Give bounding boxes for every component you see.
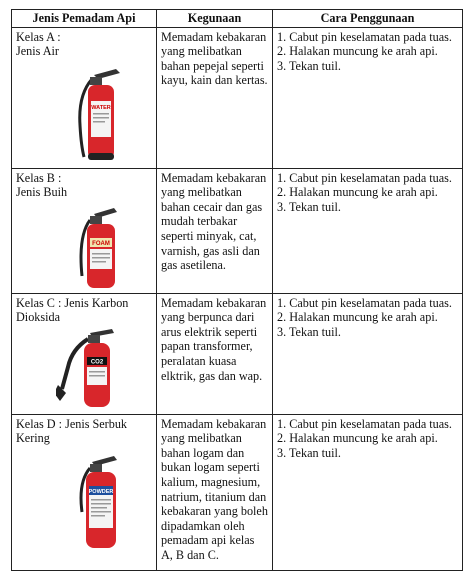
class-type: Kering — [16, 431, 50, 446]
extinguisher-table — [11, 9, 463, 571]
water-extinguisher-image — [70, 65, 132, 163]
usage-cell: Memadam kebakaran yang melibatkan bahan cecair dan gas mudah terbakar seperti minyak, cat, varnish, gas asli dan gas asetilena. — [157, 168, 273, 293]
step-2: 2. Halakan muncung ke arah api. — [277, 185, 438, 200]
step-2: 2. Halakan muncung ke arah api. — [277, 431, 438, 446]
header-row — [12, 10, 463, 28]
class-label: Kelas D : Jenis Serbuk — [16, 416, 128, 431]
step-3: 3. Tekan tuil. — [277, 324, 341, 339]
step-3: 3. Tekan tuil. — [277, 58, 341, 73]
step-2: 2. Halakan muncung ke arah api. — [277, 44, 438, 59]
steps-cell — [273, 168, 463, 293]
type-cell — [12, 414, 157, 570]
class-label: Kelas B : — [16, 170, 62, 185]
header-type: Jenis Pemadam Api — [12, 10, 157, 28]
class-type: Jenis Air — [16, 44, 59, 59]
class-label: Kelas A : — [16, 29, 61, 44]
foam-extinguisher-image — [70, 206, 132, 290]
usage-cell: Memadam kebakaran yang melibatkan bahan pepejal seperti kayu, kain dan kertas. — [157, 27, 273, 168]
table-row — [12, 27, 463, 168]
steps-cell — [273, 414, 463, 570]
type-cell — [12, 27, 157, 168]
step-1: 1. Cabut pin keselamatan pada tuas. — [277, 29, 452, 44]
powder-extinguisher-image — [70, 454, 132, 550]
extinguisher-label-text: WATER — [91, 104, 111, 111]
class-type: Dioksida — [16, 310, 61, 325]
usage-cell: Memadam kebakaran yang melibatkan bahan logam dan bukan logam seperti kalium, magnesium, natrium, titanium dan kebakaran yang boleh dipadamkan oleh pemadam api kelas A, B dan C. — [157, 414, 273, 570]
co2-extinguisher-image — [56, 327, 136, 409]
steps-cell — [273, 27, 463, 168]
usage-cell: Memadam kebakaran yang berpunca dari arus elektrik seperti papan transformer, peralatan kuasa elktrik, gas dan wap. — [157, 293, 273, 414]
step-3: 3. Tekan tuil. — [277, 199, 341, 214]
class-type: Jenis Buih — [16, 185, 68, 200]
header-method: Cara Penggunaan — [273, 10, 463, 28]
steps-cell — [273, 293, 463, 414]
extinguisher-label-text: CO2 — [90, 359, 104, 366]
header-usage: Kegunaan — [157, 10, 273, 28]
extinguisher-label-text: FOAM — [92, 240, 110, 247]
table-row — [12, 168, 463, 293]
step-1: 1. Cabut pin keselamatan pada tuas. — [277, 416, 452, 431]
step-2: 2. Halakan muncung ke arah api. — [277, 310, 438, 325]
table-row — [12, 293, 463, 414]
extinguisher-label-text: POWDER — [88, 488, 114, 495]
step-3: 3. Tekan tuil. — [277, 445, 341, 460]
type-cell — [12, 293, 157, 414]
type-cell — [12, 168, 157, 293]
class-label: Kelas C : Jenis Karbon — [16, 295, 129, 310]
table-row — [12, 414, 463, 570]
step-1: 1. Cabut pin keselamatan pada tuas. — [277, 295, 452, 310]
step-1: 1. Cabut pin keselamatan pada tuas. — [277, 170, 452, 185]
